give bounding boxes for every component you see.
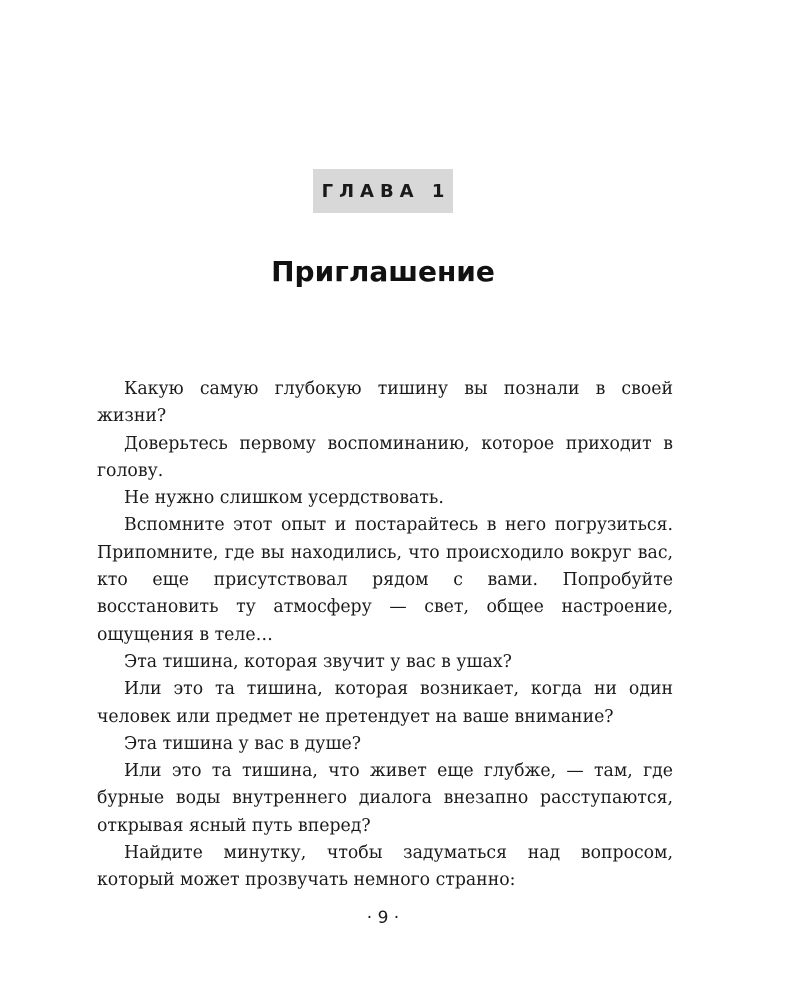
paragraph: Или это та тишина, которая возникает, когда ни один человек или предмет не претендует на ваше внимание? bbox=[97, 679, 673, 727]
page-number: · 9 · bbox=[366, 908, 400, 928]
paragraph: Не нужно слишком усердствовать. bbox=[124, 488, 444, 509]
paragraph: Доверьтесь первому воспоминанию, которое приходит в голову. bbox=[97, 433, 673, 481]
paragraph: Найдите минутку, чтобы задуматься над вопросом, который может прозвучать немного странно: bbox=[97, 843, 673, 891]
paragraph: Эта тишина у вас в душе? bbox=[124, 733, 362, 754]
body-text bbox=[97, 376, 673, 895]
paragraph: Или это та тишина, что живет еще глубже, — там, где бурные воды внутреннего диалога внезапно расступаются, открывая ясный путь вперед? bbox=[97, 761, 673, 836]
chapter-label: ГЛАВА 1 bbox=[321, 180, 451, 202]
chapter-title: Приглашение bbox=[271, 255, 495, 288]
chapter-label-box bbox=[313, 169, 453, 213]
paragraph: Эта тишина, которая звучит у вас в ушах? bbox=[124, 651, 512, 672]
paragraph: Вспомните этот опыт и постарайтесь в него погрузиться. Припомните, где вы находились, что происходило вокруг вас, кто еще присутствовал рядом с вами. Попробуйте восстановить ту атмосферу — свет, общее настроение, ощущения в теле… bbox=[97, 515, 673, 645]
paragraph: Какую самую глубокую тишину вы познали в своей жизни? bbox=[97, 379, 673, 427]
